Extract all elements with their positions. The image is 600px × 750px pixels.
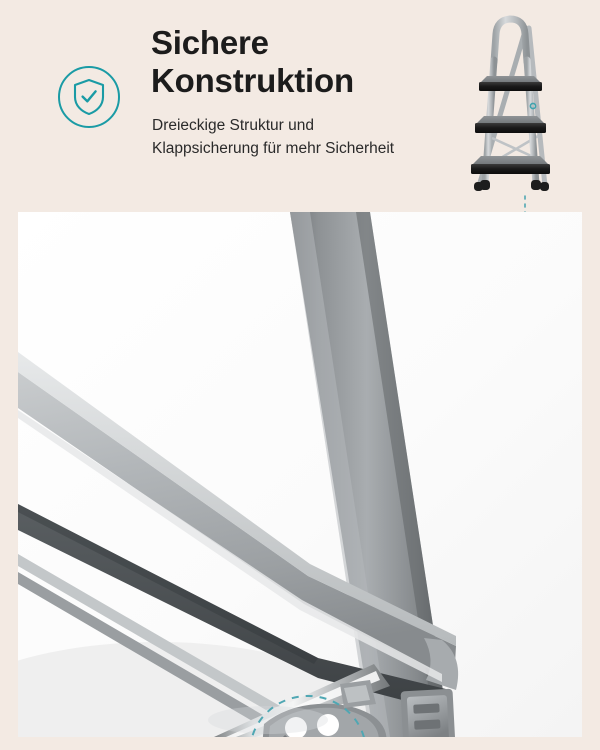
- page-title-line-1: Sichere: [151, 24, 269, 61]
- page-title: [151, 24, 411, 100]
- ladder-tread-top: [479, 76, 542, 91]
- shield-check-icon: [58, 66, 120, 128]
- header-section: [0, 0, 600, 212]
- ladder-hinge-closeup-photo: [18, 212, 582, 737]
- ladder-tread-middle: [475, 116, 546, 133]
- page-subtitle: Dreieckige Struktur und Klappsicherung für mehr Sicherheit: [152, 117, 395, 157]
- page-title-line-2: Konstruktion: [151, 62, 354, 99]
- ladder-tread-bottom: [471, 156, 550, 174]
- step-ladder-illustration: [430, 10, 578, 205]
